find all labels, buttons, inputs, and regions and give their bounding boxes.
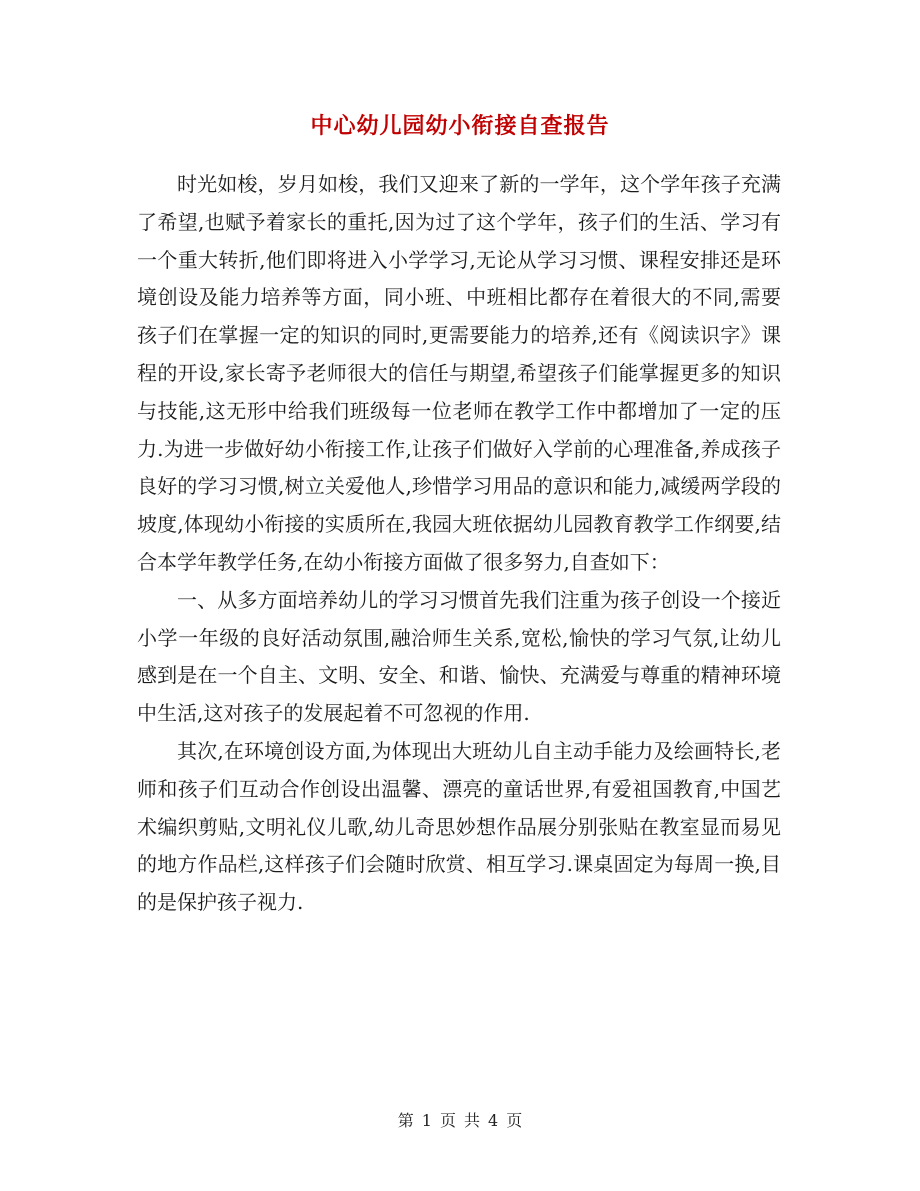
paragraph-section-one: 一、从多方面培养幼儿的学习习惯首先我们注重为孩子创设一个接近小学一年级的良好活动氛围,融洽师生关系,宽松,愉快的学习气氛,让幼儿感到是在一个自主、文明、安全、和谐、愉快、充满爱与尊重的精神环境中生活,这对孩子的发展起着不可忽视的作用. xyxy=(137,587,781,726)
footer-page-label: 页 xyxy=(439,1111,456,1130)
footer-prefix: 第 xyxy=(397,1111,414,1130)
paragraph-intro: 时光如梭，岁月如梭，我们又迎来了新的一学年，这个学年孩子充满了希望,也赋予着家长的重托,因为过了这个学年，孩子们的生活、学习有一个重大转折,他们即将进入小学学习,无论从学习习惯、课程安排还是环境创设及能力培养等方面，同小班、中班相比都存在着很大的不同,需要孩子们在掌握一定的知识的同时,更需要能力的培养,还有《阅读识字》课程的开设,家长寄予老师很大的信任与期望,希望孩子们能掌握更多的知识与技能,这无形中给我们班级每一位老师在教学工作中都增加了一定的压力.为进一步做好幼小衔接工作,让孩子们做好入学前的心理准备,养成孩子良好的学习习惯,树立关爱他人,珍惜学习用品的意识和能力,减缓两学段的坡度,体现幼小衔接的实质所在,我园大班依据幼儿园教育教学工作纲要,结合本学年教学任务,在幼小衔接方面做了很多努力,自查如下： xyxy=(137,172,781,574)
document-body xyxy=(137,166,781,922)
footer-current-page: 1 xyxy=(421,1111,432,1130)
page-footer xyxy=(0,1110,920,1132)
paragraph-environment: 其次,在环境创设方面,为体现出大班幼儿自主动手能力及绘画特长,老师和孩子们互动合作创设出温馨、漂亮的童话世界,有爱祖国教育,中国艺术编织剪贴,文明礼仪儿歌,幼儿奇思妙想作品展分别张贴在教室显而易见的地方作品栏,这样孩子们会随时欣赏、相互学习.课桌固定为每周一换,目的是保护孩子视力. xyxy=(137,738,781,915)
footer-total-pages: 4 xyxy=(488,1111,499,1130)
footer-suffix: 页 xyxy=(506,1111,523,1130)
footer-total-label: 共 xyxy=(464,1111,481,1130)
document-title: 中心幼儿园幼小衔接自查报告 xyxy=(310,113,610,139)
